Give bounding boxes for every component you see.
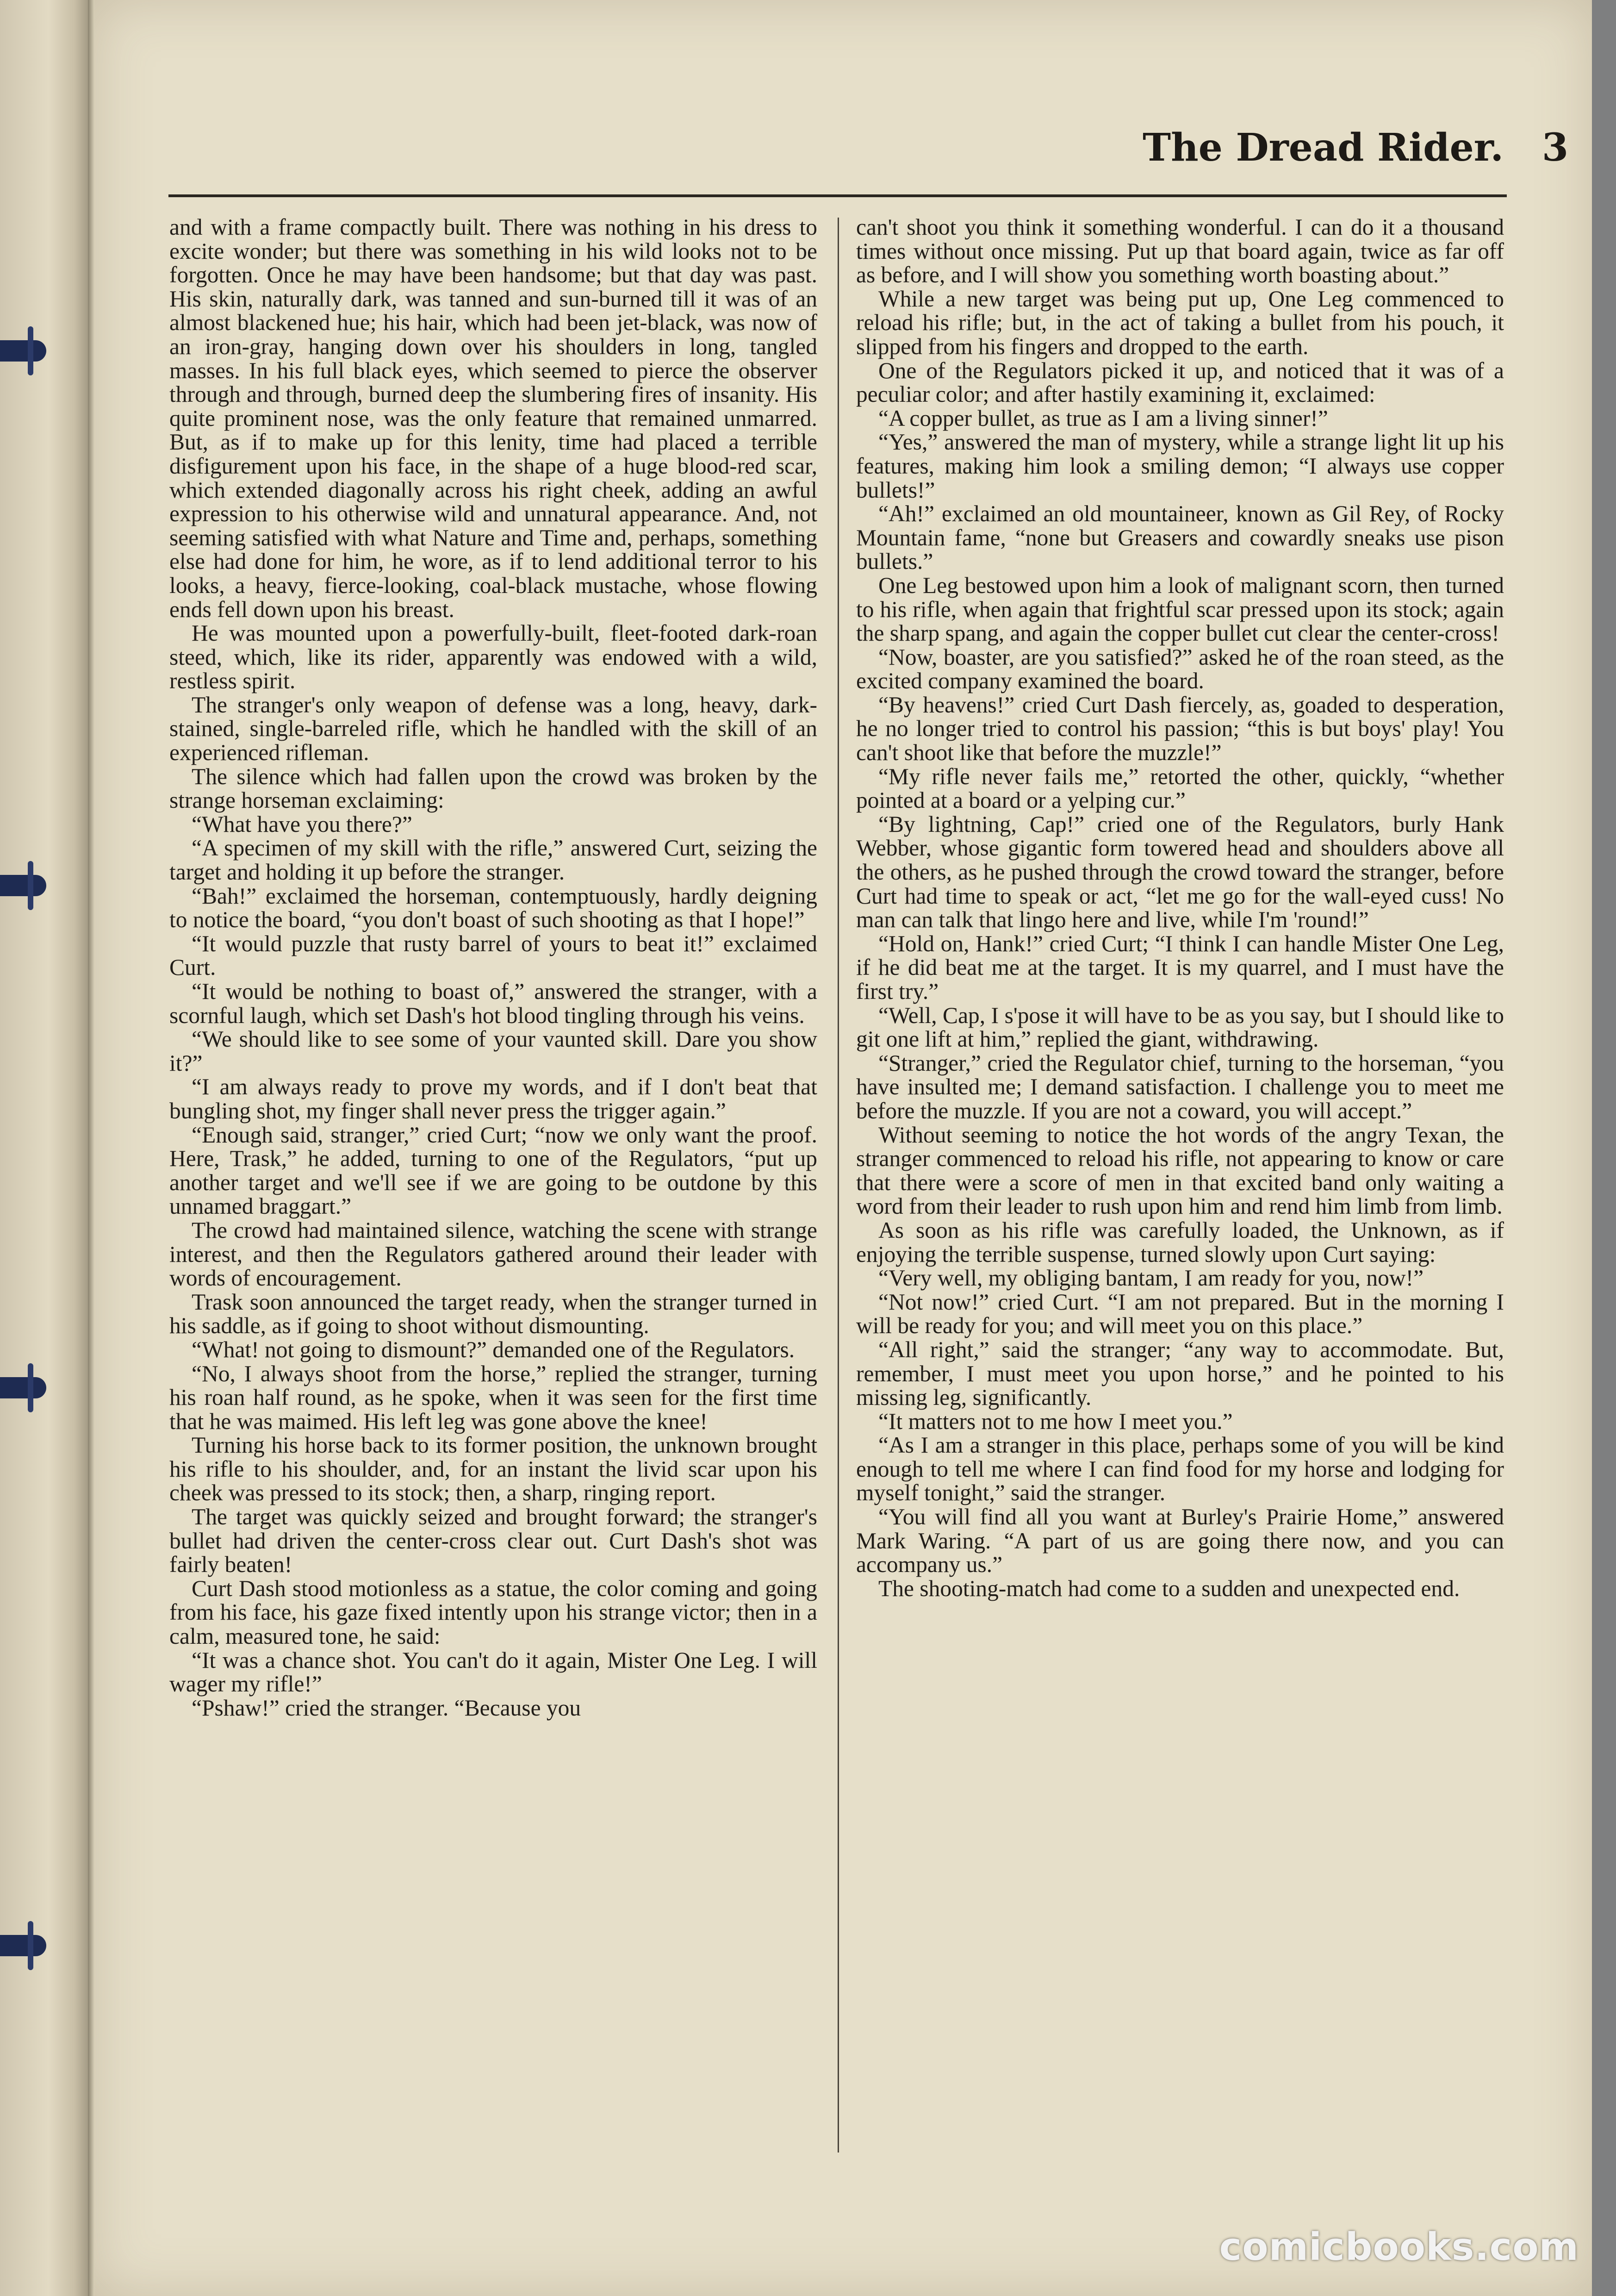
paragraph: “You will find all you want at Burley's Prairie Home,” answered Mark Waring. “A part of us are going there now, and you can accompany us.” [856, 1504, 1504, 1578]
binding-edge [88, 0, 94, 2296]
staple-hole-1 [0, 340, 46, 362]
paragraph: One Leg bestowed upon him a look of malignant scorn, then turned to his rifle, when again that frightful scar pressed upon its stock; again the sharp spang, and again the copper bullet cut clear the center-cross! [856, 572, 1504, 646]
staple-hole-2 [0, 875, 46, 896]
paragraph: “Now, boaster, are you satisfied?” asked he of the roan steed, as the excited company examined the board. [856, 644, 1504, 694]
paragraph: The target was quickly seized and brought forward; the stranger's bullet had driven the center-cross clear out. Curt Dash's shot was fairly beaten! [169, 1504, 817, 1578]
paragraph: One of the Regulators picked it up, and noticed that it was of a peculiar color; and after hastily examining it, exclaimed: [856, 357, 1504, 407]
paragraph: The shooting-match had come to a sudden and unexpected end. [878, 1575, 1460, 1601]
column-divider [838, 218, 839, 2152]
paragraph: While a new target was being put up, One Leg commenced to reload his rifle; but, in the act of taking a bullet from his pouch, it slipped from his fingers and dropped to the earth. [856, 286, 1504, 359]
paragraph: “Stranger,” cried the Regulator chief, turning to the horseman, “you have insulted me; I demand satisfaction. I challenge you to meet me before the muzzle. If you are not a coward, you will accept.” [856, 1050, 1504, 1123]
paragraph: “Not now!” cried Curt. “I am not prepared. But in the morning I will be ready for you; and will meet you on this place.” [856, 1289, 1504, 1339]
paragraph: “What have you there?” [192, 811, 412, 837]
paragraph: He was mounted upon a powerfully-built, fleet-footed dark-roan steed, which, like its rider, apparently was endowed with a wild, restless spirit. [169, 620, 817, 694]
paragraph: “Very well, my obliging bantam, I am ready for you, now!” [878, 1265, 1424, 1291]
staple-hole-3 [0, 1377, 46, 1398]
text-column-left [169, 215, 817, 1720]
paragraph: “By heavens!” cried Curt Dash fiercely, as, goaded to desperation, he no longer tried to control his passion; “this is but boys' play! You can't shoot like that before the muzzle!” [856, 692, 1504, 766]
paragraph: “Pshaw!” cried the stranger. “Because you [192, 1695, 581, 1721]
paragraph: “We should like to see some of your vaunted skill. Dare you show it?” [169, 1026, 817, 1076]
paragraph: “My rifle never fails me,” retorted the other, quickly, “whether pointed at a board or a yelping cur.” [856, 763, 1504, 813]
page-number: 3 [1541, 125, 1568, 170]
paragraph: Without seeming to notice the hot words of the angry Texan, the stranger commenced to reload his rifle, not appearing to know or care that there were a score of men in that excited band only waiting a word from their leader to rush upon him and rend him limb from limb. [856, 1122, 1504, 1219]
paragraph: The silence which had fallen upon the crowd was broken by the strange horseman exclaiming: [169, 763, 817, 813]
paragraph: Curt Dash stood motionless as a statue, the color coming and going from his face, his gaze fixed intently upon his strange victor; then in a calm, measured tone, he said: [169, 1575, 817, 1649]
paragraph: “By lightning, Cap!” cried one of the Regulators, burly Hank Webber, whose gigantic form towered head and shoulders above all the others, as he pushed through the crowd toward the stranger, before Curt had time to speak or act, “let me go for the wall-eyed cuss! No man can talk that lingo here and live, while I'm 'round!” [856, 811, 1504, 933]
paragraph: “As I am a stranger in this place, perhaps some of you will be kind enough to tell me where I can find food for my horse and lodging for myself tonight,” said the stranger. [856, 1432, 1504, 1506]
text-column-right [856, 215, 1504, 1600]
paragraph: “Yes,” answered the man of mystery, while a strange light lit up his features, making him look a smiling demon; “I always use copper bullets!” [856, 429, 1504, 503]
paragraph: “All right,” said the stranger; “any way to accommodate. But, remember, I must meet you upon horse,” and he pointed to his missing leg, significantly. [856, 1336, 1504, 1410]
site-watermark: comicbooks.com [1219, 2225, 1579, 2269]
paragraph: “No, I always shoot from the horse,” replied the stranger, turning his roan half round, as he spoke, when it was seen for the first time that he was maimed. His left leg was gone above the knee! [169, 1360, 817, 1434]
paragraph: “It would be nothing to boast of,” answered the stranger, with a scornful laugh, which set Dash's hot blood tingling through his veins. [169, 979, 817, 1028]
paragraph: “It was a chance shot. You can't do it again, Mister One Leg. I will wager my rifle!” [169, 1647, 817, 1697]
paragraph: “Ah!” exclaimed an old mountaineer, known as Gil Rey, of Rocky Mountain fame, “none but Greasers and cowardly sneaks use pison bullets.” [856, 501, 1504, 574]
paragraph: Trask soon announced the target ready, when the stranger turned in his saddle, as if going to shoot without dismounting. [169, 1289, 817, 1339]
staple-hole-4 [0, 1935, 46, 1956]
book-page [94, 0, 1592, 2296]
paragraph: and with a frame compactly built. There was nothing in his dress to excite wonder; but there was something in his wild looks not to be forgotten. Once he may have been handsome; but that day was past. His skin, naturally dark, was tanned and sun-burned till it was of an almost blackened hue; his hair, which had been jet-black, was now of an iron-gray, hanging down over his shoulders in long, tangled masses. In his full black eyes, which seemed to pierce the observer through and through, burned deep the slumbering fires of insanity. His quite prominent nose, was the only feature that remained unmarred. But, as if to make up for this lenity, time had placed a terrible disfigurement upon his face, in the shape of a huge blood-red scar, which extended diagonally across his right cheek, adding an awful expression to his otherwise wild and unnatural appearance. And, not seeming satisfied with what Nature and Time and, perhaps, something else had done for him, he wore, as if to lend additional terror to his looks, a heavy, fierce-looking, coal-black mustache, whose flowing ends fell down upon his breast. [169, 214, 817, 622]
paragraph: “It would puzzle that rusty barrel of yours to beat it!” exclaimed Curt. [169, 930, 817, 980]
paragraph: The crowd had maintained silence, watching the scene with strange interest, and then the Regulators gathered around their leader with words of encouragement. [169, 1217, 817, 1291]
header-rule [168, 194, 1507, 197]
paragraph: “Enough said, stranger,” cried Curt; “now we only want the proof. Here, Trask,” he added, turning to one of the Regulators, “put up another target and we'll see if we are going to be outdone by this unnamed braggart.” [169, 1122, 817, 1219]
paragraph: “A specimen of my skill with the rifle,” answered Curt, seizing the target and holding it up before the stranger. [169, 835, 817, 885]
paragraph: Turning his horse back to its former position, the unknown brought his rifle to his shoulder, and, for an instant the livid scar upon his cheek was pressed to its stock; then, a sharp, ringing report. [169, 1432, 817, 1506]
paragraph: “Hold on, Hank!” cried Curt; “I think I can handle Mister One Leg, if he did beat me at the target. It is my quarrel, and I must have the first try.” [856, 930, 1504, 1004]
page-title: The Dread Rider. [1143, 125, 1504, 170]
paragraph: “It matters not to me how I meet you.” [878, 1408, 1233, 1434]
paragraph: “Well, Cap, I s'pose it will have to be as you say, but I should like to git one lift at him,” replied the giant, withdrawing. [856, 1002, 1504, 1052]
paragraph: “What! not going to dismount?” demanded one of the Regulators. [192, 1336, 795, 1362]
paragraph: “Bah!” exclaimed the horseman, contemptuously, hardly deigning to notice the board, “you don't boast of such shooting as that I hope!” [169, 883, 817, 933]
paragraph: “I am always ready to prove my words, and if I don't beat that bungling shot, my finger shall never press the trigger again.” [169, 1074, 817, 1123]
paragraph: can't shoot you think it something wonderful. I can do it a thousand times without once missing. Put up that board again, twice as far off as before, and I will show you something worth boasting about.” [856, 214, 1504, 288]
paragraph: The stranger's only weapon of defense was a long, heavy, dark-stained, single-barreled rifle, which he handled with the skill of an experienced rifleman. [169, 692, 817, 766]
paragraph: “A copper bullet, as true as I am a living sinner!” [878, 405, 1328, 431]
paragraph: As soon as his rifle was carefully loaded, the Unknown, as if enjoying the terrible suspense, turned slowly upon Curt saying: [856, 1217, 1504, 1267]
